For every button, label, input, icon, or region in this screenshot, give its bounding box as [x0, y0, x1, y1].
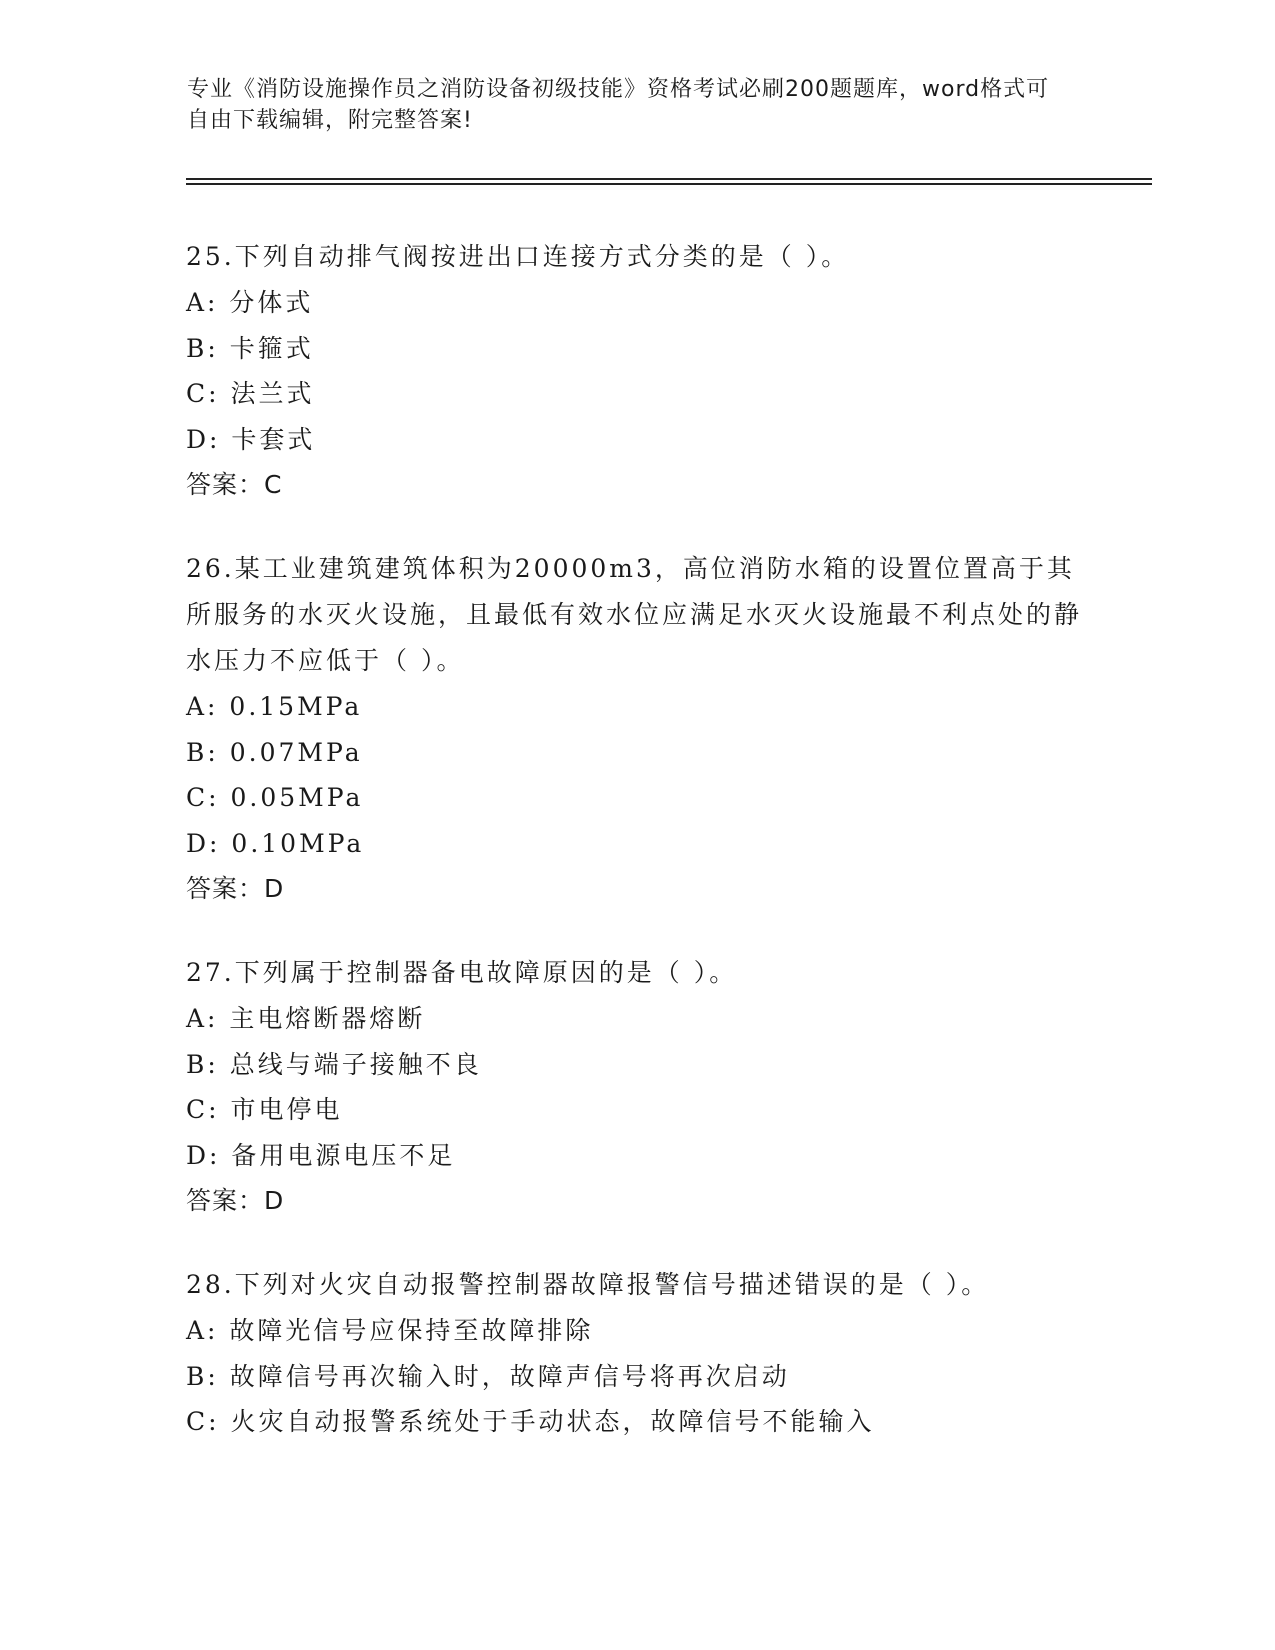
- option-d: D: 卡套式: [186, 424, 316, 454]
- question-list: [186, 234, 1086, 1483]
- option-a: A: 故障光信号应保持至故障排除: [186, 1316, 594, 1345]
- question-stem: 27.下列属于控制器备电故障原因的是（ ）。: [186, 958, 738, 987]
- header-divider-bottom: [186, 183, 1152, 185]
- question-stem: 25.下列自动排气阀按进出口连接方式分类的是（ ）。: [186, 242, 850, 271]
- option-a: A: 分体式: [186, 288, 314, 317]
- question-26: [186, 546, 1086, 912]
- option-c: C: 市电停电: [186, 1095, 343, 1124]
- option-b: B: 0.07MPa: [186, 737, 363, 767]
- document-intro: 专业《消防设施操作员之消防设备初级技能》资格考试必刷200题题库，word格式可自由下载编辑，附完整答案!: [187, 77, 1050, 133]
- option-c: C: 0.05MPa: [186, 783, 364, 812]
- question-27: [186, 950, 1086, 1224]
- answer: 答案：D: [186, 1186, 285, 1215]
- question-25: [186, 234, 1086, 508]
- option-a: A: 主电熔断器熔断: [186, 1004, 426, 1033]
- option-a: A: 0.15MPa: [186, 692, 363, 721]
- question-28: [186, 1262, 1086, 1445]
- option-b: B: 故障信号再次输入时，故障声信号将再次启动: [186, 1361, 790, 1391]
- option-b: B: 卡箍式: [186, 333, 314, 363]
- option-c: C: 火灾自动报警系统处于手动状态，故障信号不能输入: [186, 1407, 875, 1436]
- option-d: D: 0.10MPa: [186, 828, 365, 858]
- option-d: D: 备用电源电压不足: [186, 1140, 456, 1170]
- header-divider-top: [186, 178, 1152, 180]
- option-b: B: 总线与端子接触不良: [186, 1049, 482, 1079]
- question-stem: 26.某工业建筑建筑体积为20000m3，高位消防水箱的设置位置高于其所服务的水灭火设施，且最低有效水位应满足水灭火设施最不利点处的静水压力不应低于（ ）。: [186, 554, 1083, 675]
- question-stem: 28.下列对火灾自动报警控制器故障报警信号描述错误的是（ ）。: [186, 1270, 990, 1299]
- answer: 答案：C: [186, 470, 283, 499]
- answer: 答案：D: [186, 874, 285, 903]
- option-c: C: 法兰式: [186, 379, 315, 408]
